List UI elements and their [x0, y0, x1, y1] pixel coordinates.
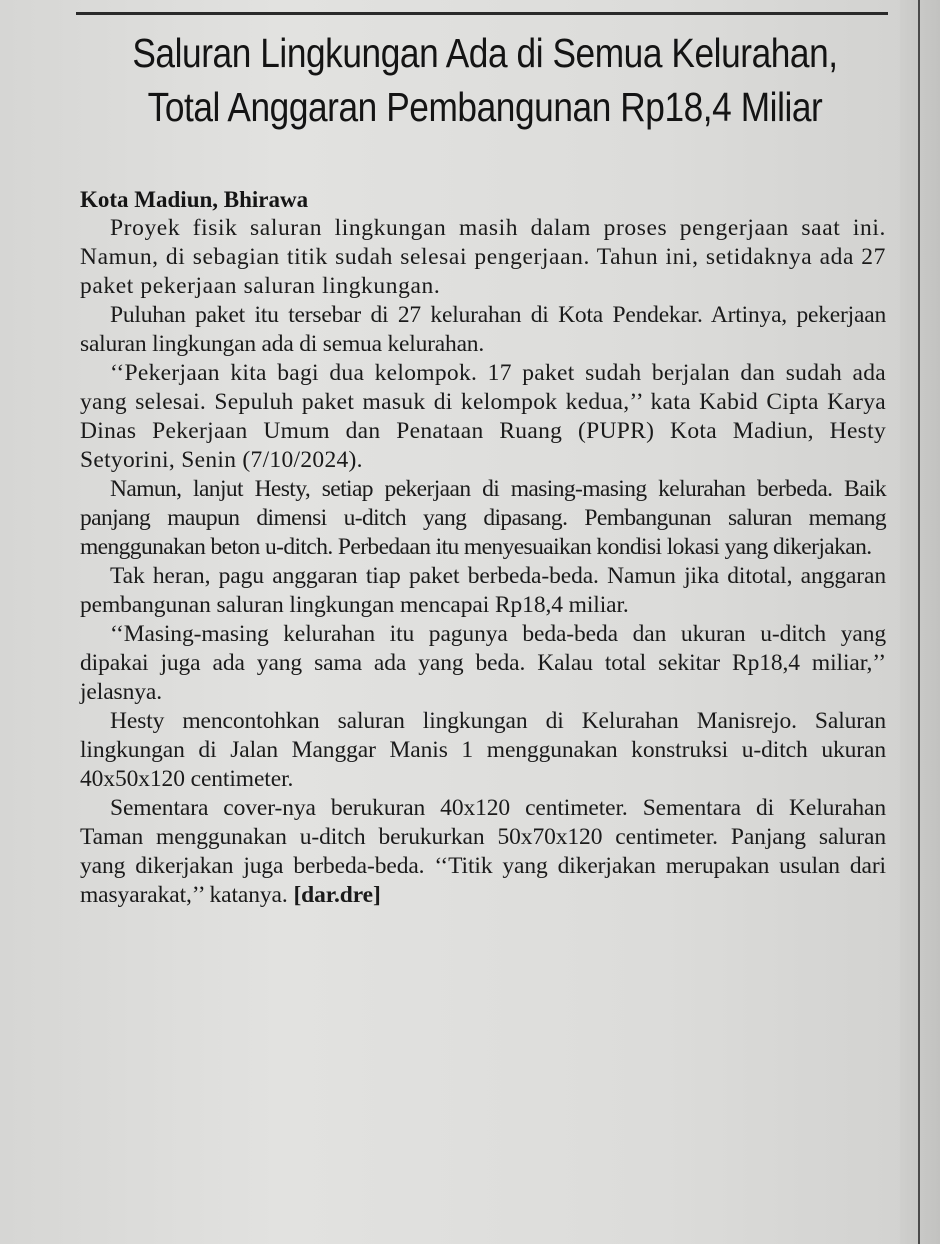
- top-rule: [76, 12, 888, 15]
- paragraph-4: Namun, lanjut Hesty, setiap pekerjaan di masing-masing kelurahan berbeda. Baik panjang maupun dimensi u-ditch yang dipasang. Pembangunan saluran memang menggunakan beton u-ditch. Perbedaan itu menyesuaikan kondisi lokasi yang dikerjakan.: [80, 476, 886, 560]
- headline-line-1: Saluran Lingkungan Ada di Semua Kelurahan,: [132, 30, 838, 76]
- paragraph-1: Proyek fisik saluran lingkungan masih dalam proses pengerjaan saat ini. Namun, di sebagian titik sudah selesai pengerjaan. Tahun ini, setidaknya ada 27 paket pekerjaan saluran lingkungan.: [80, 215, 886, 299]
- paragraph-8: [80, 794, 886, 910]
- headline: [120, 26, 851, 134]
- paragraph-8-text: Sementara cover-nya berukuran 40x120 centimeter. Sementara di Kelurahan Taman menggunakan u-ditch berukurkan 50x70x120 centimeter. Panjang saluran yang dikerjakan juga berbeda-beda. ‘‘Titik yang dikerjakan merupakan usulan dari masyarakat,’’ katanya.: [80, 795, 886, 908]
- article-body: [80, 186, 886, 910]
- paragraph-6: ‘‘Masing-masing kelurahan itu pagunya beda-beda dan ukuran u-ditch yang dipakai juga ada yang sama ada yang beda. Kalau total sekitar Rp18,4 miliar,’’ jelasnya.: [80, 621, 886, 705]
- paragraph-2: Puluhan paket itu tersebar di 27 kelurahan di Kota Pendekar. Artinya, pekerjaan saluran lingkungan ada di semua kelurahan.: [80, 302, 886, 357]
- dateline: Kota Madiun, Bhirawa: [80, 187, 309, 212]
- paragraph-5: Tak heran, pagu anggaran tiap paket berbeda-beda. Namun jika ditotal, anggaran pembangunan saluran lingkungan mencapai Rp18,4 miliar.: [80, 563, 886, 618]
- column-divider: [918, 0, 920, 1244]
- adjacent-column-bleed: [900, 0, 940, 1244]
- paragraph-3: ‘‘Pekerjaan kita bagi dua kelompok. 17 paket sudah berjalan dan sudah ada yang selesai. Sepuluh paket masuk di kelompok kedua,’’ kata Kabid Cipta Karya Dinas Pekerjaan Umum dan Penataan Ruang (PUPR) Kota Madiun, Hesty Setyorini, Senin (7/10/2024).: [80, 360, 886, 473]
- paragraph-7: Hesty mencontohkan saluran lingkungan di Kelurahan Manisrejo. Saluran lingkungan di Jalan Manggar Manis 1 menggunakan konstruksi u-ditch ukuran 40x50x120 centimeter.: [80, 708, 886, 792]
- byline-credit: [dar.dre]: [293, 882, 381, 908]
- headline-line-2: Total Anggaran Pembangunan Rp18,4 Miliar: [147, 84, 823, 130]
